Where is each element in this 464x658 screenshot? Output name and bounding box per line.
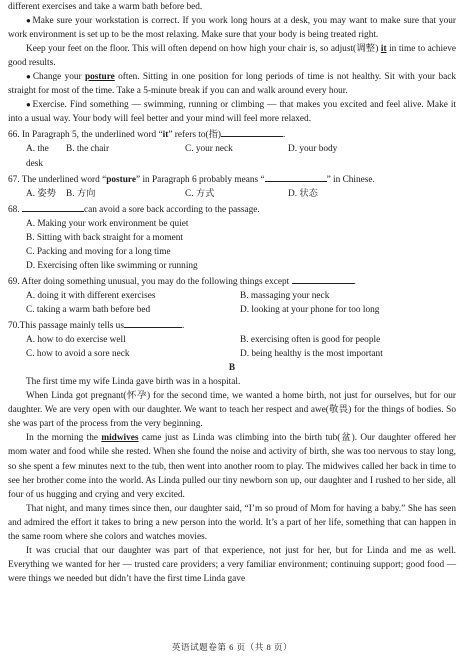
paragraph-posture: [8, 70, 456, 98]
question-66-pre: 66. In Paragraph 5, the underlined word “: [8, 130, 163, 141]
question-69-pre: 69. After doing something unusual, you may do the following things except: [8, 276, 290, 287]
passage-b-paragraph-3: [8, 431, 456, 501]
option-b[interactable]: B. massaging your neck: [240, 290, 330, 301]
question-66-word: it: [162, 130, 169, 141]
option-a[interactable]: A. doing it with different exercises: [26, 290, 156, 301]
question-69: [8, 273, 456, 289]
option-a[interactable]: A. 姿势: [26, 188, 56, 199]
underlined-word-it: it: [380, 44, 387, 55]
option-d[interactable]: D. 状态: [288, 188, 318, 199]
paragraph-feet-post: in time to achieve good results.: [8, 44, 456, 69]
option-d[interactable]: D. being healthy is the most important: [240, 349, 383, 360]
paragraph-feet-pre: Keep your feet on the floor. This will often depend on how high your chair is, so adjust(调整): [26, 44, 381, 55]
passage-b-paragraph-1: The first time my wife Linda gave birth was in a hospital.: [26, 377, 241, 388]
question-69-end: .: [353, 276, 356, 287]
option-d[interactable]: D. your body: [288, 144, 338, 155]
paragraph-posture-pre: Change your: [32, 72, 85, 83]
question-69-options-row2: [8, 303, 456, 317]
answer-blank[interactable]: [124, 317, 182, 328]
answer-blank[interactable]: [221, 126, 283, 137]
option-b[interactable]: B. 方向: [66, 188, 96, 199]
answer-blank[interactable]: [22, 201, 84, 212]
option-a[interactable]: A. Making your work environment be quiet: [26, 218, 189, 229]
underlined-word-midwives: midwives: [101, 433, 139, 444]
paragraph-exercise: [8, 98, 456, 126]
option-a[interactable]: A. the desk: [26, 144, 49, 169]
question-67-mid: ” in Paragraph 6 probably means “: [136, 174, 265, 185]
question-66-post: ” refers to(指): [168, 130, 221, 141]
option-a[interactable]: A. how to do exercise well: [26, 335, 126, 346]
question-66-end: .: [283, 130, 286, 141]
question-67-word: posture: [106, 174, 136, 185]
passage-b-paragraph-5: It was crucial that our daughter was part of that experience, not just for her, but for Linda and me as well. Everything we wanted for her — trusted care providers; a very familiar environment; continuing support; good food — were things we needed but didn’t have the first time Linda gave: [8, 545, 456, 584]
question-67-post: ” in Chinese.: [326, 174, 375, 185]
passage-b-paragraph-4: That night, and many times since then, our daughter said, “I’m so proud of Mom for having a baby.” She has seen and admired the effort it takes to bring a new person into the world. It’s a part of her life, something that can happen in the same room where she colors and watches movies.: [8, 503, 456, 542]
question-70-options-row2: [8, 347, 456, 361]
passage-line-continued: different exercises and take a warm bath before bed.: [8, 2, 203, 12]
option-c[interactable]: C. Packing and moving for a long time: [26, 246, 171, 257]
paragraph-posture-post: often. Sitting in one position for long periods of time is not healthy. Sit with your back straight for most of the time. Take a 5-minute break if you can and walk around every hour.: [8, 72, 456, 97]
option-b[interactable]: B. exercising often is good for people: [240, 335, 381, 346]
option-c[interactable]: C. your neck: [185, 144, 233, 155]
question-68-pre: 68.: [8, 204, 22, 215]
passage-b-paragraph-3-post: came just as Linda was climbing into the birth tub(盆). Our daughter offered her mom water and food while she rested. When she found the noise and activity of birth, she was too nervous to stay long, so she spent a few minutes next to the tub, then went into another room to play. The midwives called her back in time to see her brother come into the world. As Linda pulled our tiny newborn son up, our daughter and I rushed to her side, all four of us hugging and crying and very excited.: [8, 433, 456, 500]
question-68-post: can avoid a sore back according to the passage.: [83, 204, 260, 215]
question-70-end: .: [181, 321, 185, 332]
passage-b-paragraph-3-pre: In the morning the: [26, 433, 102, 444]
question-70: [8, 317, 456, 333]
question-68: [8, 201, 456, 217]
option-d[interactable]: D. looking at your phone for too long: [240, 304, 380, 315]
question-67: [8, 171, 456, 187]
paragraph-workstation: [8, 14, 456, 42]
answer-blank[interactable]: [265, 171, 327, 182]
option-c[interactable]: C. taking a warm bath before bed: [26, 304, 151, 315]
question-70-options-row1: [8, 333, 456, 347]
option-c[interactable]: C. how to avoid a sore neck: [26, 349, 130, 360]
question-69-options-row1: [8, 289, 456, 303]
underlined-word-posture: posture: [84, 72, 115, 83]
answer-blank[interactable]: [292, 273, 354, 284]
question-67-options: [8, 187, 456, 201]
question-66-options: [8, 142, 456, 170]
option-b[interactable]: B. Sitting with back straight for a moment: [26, 232, 183, 243]
page-footer: 英语试题卷第 6 页（共 8 页）: [171, 642, 293, 652]
paragraph-feet: [8, 42, 456, 70]
question-70-pre: 70.This passage mainly tells us: [8, 321, 124, 332]
section-heading: B: [228, 363, 236, 374]
option-d[interactable]: D. Exercising often like swimming or running: [26, 260, 198, 271]
option-c[interactable]: C. 方式: [185, 188, 215, 199]
question-66: [8, 126, 456, 142]
passage-b-paragraph-2: When Linda got pregnant(怀孕) for the second time, we wanted a home birth, not just for ourselves, but for our daughter. We are very open with our daughter. We want to teach her respect and awe(敬畏) for the things of bodies. So she was part of the process from the very beginning.: [8, 391, 456, 430]
paragraph-workstation-text: Make sure your workstation is correct. If you work long hours at a desk, you may want to make sure that your work environment is set up to be the most relaxing. Make sure that your body is being treated right.: [8, 16, 456, 41]
question-67-pre: 67. The underlined word “: [8, 174, 107, 185]
paragraph-exercise-text: Exercise. Find something — swimming, running or climbing — that makes you excited and feel alive. Make it into a usual way. Your body will feel better and your mind will feel more relaxed.: [8, 100, 456, 125]
option-b[interactable]: B. the chair: [66, 144, 110, 155]
